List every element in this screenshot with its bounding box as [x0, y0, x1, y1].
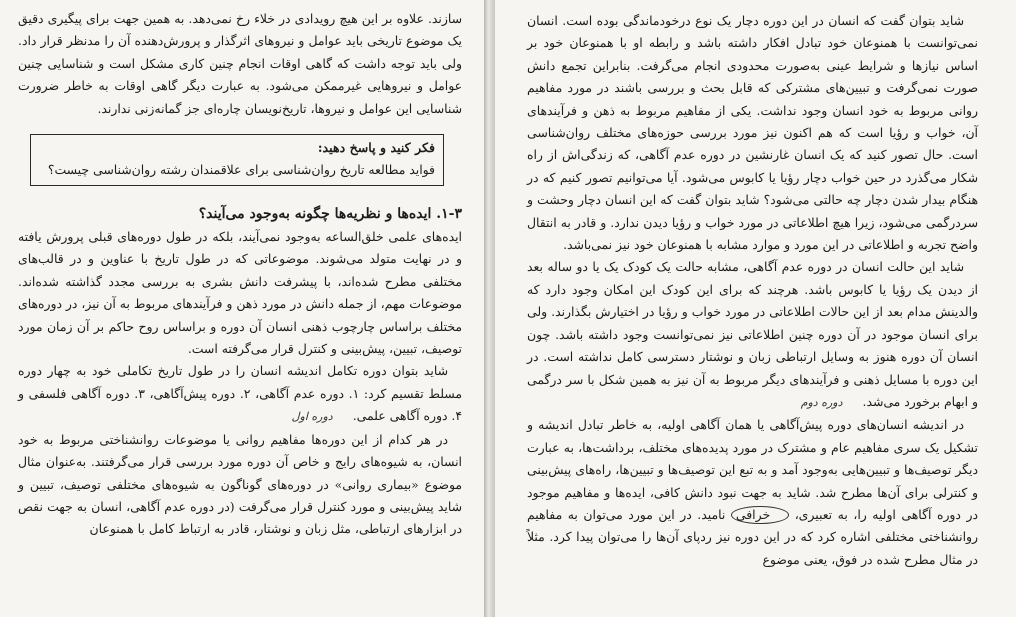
left-paragraph-3	[18, 360, 462, 428]
right-paragraph-2-text: شاید این حالت انسان در دوره عدم آگاهی، مشابه حالت یک کودک یک یا دو ساله بعد از دیدن یک رؤیا یا کابوس باشد. هرچند که برای این کودک این امکان وجود دارد که والدینش مدام بعد از این حالات اطلاعاتی در مورد خواب و رؤیا در اختیارش بگذارند. ولی برای انسان موجود در آن دوره چنین اطلاعاتی نیز نمی‌توانست وجود داشته باشد. چون انسان آن دوره هنوز به وسایل ارتباطی زبان و نوشتار دسترسی کامل نداشته است. در این دوره با مسایل ذهنی و فرآیندهای دیگر مربوط به آن نیز به همین شکل با سر درگمی و ابهام برخورد می‌شد.	[527, 259, 978, 409]
left-paragraph-4: در هر کدام از این دوره‌ها مفاهیم روانی یا موضوعات روانشناختی مربوط به خود انسان، به شیوه‌های رایج و خاص آن دوره مورد بررسی قرار می‌گرفتند. به‌عنوان مثال موضوع «بیماری روانی» در دوره‌های گوناگون به شیوه‌های مختلفی توصیف، تبیین و شاید پیش‌بینی و مورد کنترل قرار می‌گرفت (در دوره عدم آگاهی، انسان به جهت نقص در ابزارهای ارتباطی، مثل زبان و نوشتار، قادر به ارتباط کامل با همنوعان	[18, 431, 462, 537]
left-page	[0, 0, 484, 617]
handwritten-note-1: دوره اول	[291, 410, 333, 424]
section-heading: ۱-۳. ایده‌ها و نظریه‌ها چگونه به‌وجود می‌آیند؟	[198, 206, 462, 223]
box-text: فواید مطالعه تاریخ روان‌شناسی برای علاقمندان رشته روان‌شناسی چیست؟	[47, 162, 435, 178]
right-paragraph-2	[527, 256, 978, 414]
right-paragraph-3-end: نامید. در این مورد می‌توان به مفاهیم روانشناختی مختلفی اشاره کرد که در این دوره نیز ردپای آن‌ها را می‌توان پیدا کرد. مثلاً در مثال مطرح شده در فوق، یعنی موضوع	[527, 506, 978, 567]
box-title: فکر کنید و پاسخ دهید:	[317, 140, 435, 156]
left-paragraph-1: سازند. علاوه بر این هیچ رویدادی در خلاء رخ نمی‌دهد. به همین جهت برای پیگیری دقیق یک موضوع تاریخی باید عوامل و نیروهای اثرگذار و پرورش‌دهنده آن را مدنظر قرار داد. ولی باید توجه داشت که گاهی اوقات انجام چنین کاری مشکل است و شناسایی چنین عوامل و نیروهایی غیرممکن می‌شود. به عبارت دیگر گاهی اوقات به خاطر ضرورت شناسایی این عوامل و نیروها، تاریخ‌نویسان چاره‌ای جز گمانه‌زنی ندارند.	[18, 11, 462, 116]
left-paragraph-3-text: شاید بتوان دوره تکامل اندیشه انسان را در طول تاریخ تکاملی خود به چهار دوره مسلط تقسیم کرد: ۱. دوره عدم آگاهی، ۲. دوره پیش‌آگاهی، ۳. دوره آگاهی فلسفی و ۴. دوره آگاهی علمی.	[18, 363, 462, 424]
book-gutter	[484, 0, 495, 617]
right-paragraph-1: شاید بتوان گفت که انسان در این دوره دچار یک نوع درخودماندگی بوده است. انسان نمی‌توانست با همنوعان خود تبادل افکار داشته باشد و رابطه او با همنوعان خود بر اساس نیازها و شرایط عینی به‌صورت محدودی انجام می‌گرفت. بنابراین تجمع دانش صورت نمی‌گرفت و تبیین‌های مشترکی که قابل بحث و بررسی باشند در مورد مفاهیم روانی مربوط به خود انسان وجود نداشت. یکی از مفاهیم مربوط به ذهن و فرآیندهای آن، خواب و رؤیا است که هم اکنون نیز مورد بررسی حوزه‌های مختلف روان‌شناسی است. حال تصور کنید که یک انسان غارنشین در دوره عدم آگاهی، که زندگی‌اش از راه شکار می‌گذرد در حین خواب دچار رؤیا یا کابوس می‌شود. آیا می‌توانیم تصور کنیم که در هنگام بیدار شدن دچار چه حالتی می‌شود؟ شاید بتوان گفت که این انسان دچار وحشت و سردرگمی می‌شود، زیرا هیچ اطلاعاتی در مورد خواب و رؤیا دیدن ندارد. و قادر به انتقال واضح تجربه و اطلاعاتی در این مورد و موارد مشابه با همنوعان خود نیز نمی‌باشد.	[527, 13, 978, 253]
handwritten-note-2: دوره دوم	[800, 395, 843, 409]
right-paragraph-3	[527, 414, 978, 571]
think-and-answer-box	[30, 134, 444, 186]
left-paragraph-2: ایده‌های علمی خلق‌الساعه به‌وجود نمی‌آیند، بلکه در طول دوره‌های قبلی پرورش یافته و در نهایت متولد می‌شوند. موضوعاتی که در طول تاریخ با عناوین و در قالب‌های مختلفی مطرح شده‌اند، با پیشرفت دانش بشری به بررسی مجدد گذاشته شده‌اند. موضوعات مهم، از جمله دانش در مورد ذهن و فرآیندهای مربوط به آن نیز، در دوره‌های مختلف براساس چارچوب ذهنی انسان آن دوره و براساس روح حاکم بر آن زمان مورد توصیف، تبیین، پیش‌بینی و کنترل قرار می‌گرفته است.	[18, 229, 462, 357]
right-page	[495, 0, 1016, 617]
right-paragraph-3-text: در اندیشه انسان‌های دوره پیش‌آگاهی یا همان آگاهی اولیه، به خاطر تبادل اندیشه و تشکیل یک سری مفاهیم عام و مشترک در مورد پدیده‌های مختلف، برداشت‌ها، به عبارت دیگر توصیف‌ها و تبیین‌هایی به‌وجود آمد و به تبع این توصیف‌ها و تبیین‌ها، راه‌های پیش‌بینی و کنترلی برای آن‌ها مطرح شد. شاید به جهت نبود دانش کافی، ایده‌ها و مفاهیم موجود در دوره آگاهی اولیه را، به تعبیری،	[527, 417, 978, 522]
circled-word: خرافی	[731, 506, 789, 524]
